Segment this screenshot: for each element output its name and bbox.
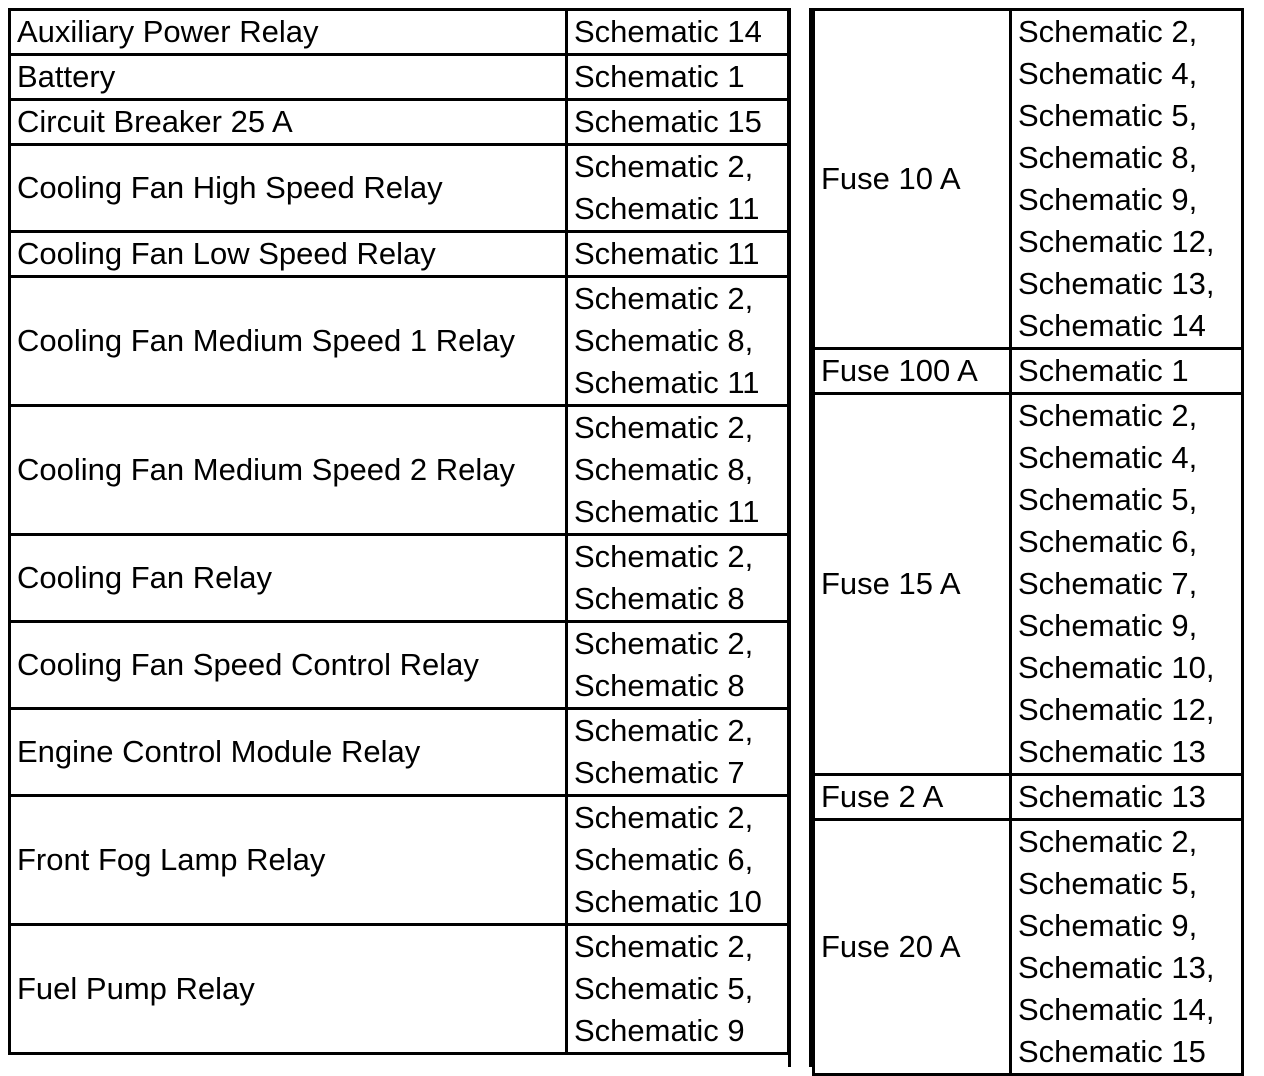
schematic-reference: Schematic 11: [574, 236, 760, 271]
schematic-reference: Schematic 8,: [1018, 140, 1198, 175]
component-name-cell: Fuse 2 A: [814, 775, 1011, 820]
schematic-reference: Schematic 8,: [574, 452, 754, 487]
schematic-reference: Schematic 11: [574, 365, 760, 400]
schematic-reference: Schematic 4,: [1018, 440, 1198, 475]
schematic-list-cell: [1011, 10, 1243, 349]
schematic-reference: Schematic 12,: [1018, 692, 1215, 727]
schematic-reference: Schematic 1: [574, 59, 745, 94]
schematic-list-cell: [567, 145, 789, 232]
schematic-reference: Schematic 5,: [1018, 98, 1198, 133]
table-row: [10, 277, 789, 406]
schematic-reference: Schematic 2,: [574, 626, 754, 661]
component-name-cell: Cooling Fan Medium Speed 2 Relay: [10, 406, 567, 535]
table-row: [814, 775, 1243, 820]
fuse-table-body: [814, 10, 1243, 1075]
component-name-cell: Fuel Pump Relay: [10, 925, 567, 1054]
schematic-reference: Schematic 8,: [574, 323, 754, 358]
table-row: [10, 406, 789, 535]
schematic-list-cell: [567, 10, 789, 55]
schematic-reference: Schematic 9,: [1018, 608, 1198, 643]
relay-schematic-table: [8, 8, 790, 1055]
table-row: [10, 925, 789, 1054]
schematic-list-cell: [567, 406, 789, 535]
table-row: [10, 55, 789, 100]
table-row: [10, 796, 789, 925]
schematic-reference: Schematic 15: [1018, 1034, 1206, 1069]
table-row: [10, 622, 789, 709]
schematic-reference: Schematic 12,: [1018, 224, 1215, 259]
schematic-reference: Schematic 9: [574, 1013, 745, 1048]
table-row: [10, 232, 789, 277]
schematic-list-cell: [567, 796, 789, 925]
schematic-reference: Schematic 2,: [1018, 14, 1198, 49]
schematic-reference: Schematic 6,: [1018, 524, 1198, 559]
component-name-cell: Auxiliary Power Relay: [10, 10, 567, 55]
schematic-reference: Schematic 2,: [574, 929, 754, 964]
schematic-reference: Schematic 8: [574, 581, 745, 616]
schematic-reference: Schematic 5,: [574, 971, 754, 1006]
schematic-reference: Schematic 5,: [1018, 482, 1198, 517]
schematic-reference: Schematic 2,: [1018, 398, 1198, 433]
schematic-reference: Schematic 14: [1018, 308, 1206, 343]
schematic-reference: Schematic 13,: [1018, 266, 1215, 301]
fuse-schematic-table: [812, 8, 1244, 1076]
schematic-reference: Schematic 2,: [574, 713, 754, 748]
schematic-reference: Schematic 13,: [1018, 950, 1215, 985]
schematic-reference: Schematic 2,: [574, 410, 754, 445]
component-name-cell: Engine Control Module Relay: [10, 709, 567, 796]
schematic-list-cell: [567, 100, 789, 145]
component-name-cell: Front Fog Lamp Relay: [10, 796, 567, 925]
schematic-reference: Schematic 4,: [1018, 56, 1198, 91]
schematic-list-cell: [1011, 775, 1243, 820]
schematic-list-cell: [1011, 394, 1243, 775]
schematic-reference: Schematic 2,: [574, 539, 754, 574]
schematic-reference: Schematic 2,: [574, 281, 754, 316]
schematic-list-cell: [567, 622, 789, 709]
table-row: [10, 10, 789, 55]
schematic-reference: Schematic 11: [574, 191, 760, 226]
table-row: [814, 394, 1243, 775]
component-name-cell: Fuse 15 A: [814, 394, 1011, 775]
schematic-list-cell: [567, 55, 789, 100]
component-name-cell: Circuit Breaker 25 A: [10, 100, 567, 145]
schematic-reference: Schematic 10,: [1018, 650, 1215, 685]
schematic-reference: Schematic 13: [1018, 779, 1206, 814]
schematic-reference: Schematic 8: [574, 668, 745, 703]
schematic-reference: Schematic 14,: [1018, 992, 1215, 1027]
schematic-reference: Schematic 7: [574, 755, 745, 790]
component-name-cell: Fuse 100 A: [814, 349, 1011, 394]
schematic-list-cell: [567, 709, 789, 796]
schematic-list-cell: [1011, 820, 1243, 1075]
schematic-list-cell: [567, 535, 789, 622]
component-name-cell: Cooling Fan Relay: [10, 535, 567, 622]
table-row: [814, 820, 1243, 1075]
schematic-reference: Schematic 11: [574, 494, 760, 529]
component-name-cell: Cooling Fan Speed Control Relay: [10, 622, 567, 709]
table-row: [10, 145, 789, 232]
schematic-list-cell: [567, 925, 789, 1054]
component-name-cell: Cooling Fan Medium Speed 1 Relay: [10, 277, 567, 406]
schematic-reference: Schematic 2,: [574, 149, 754, 184]
component-name-cell: Cooling Fan High Speed Relay: [10, 145, 567, 232]
schematic-reference: Schematic 1: [1018, 353, 1189, 388]
schematic-reference: Schematic 2,: [574, 800, 754, 835]
component-name-cell: Fuse 10 A: [814, 10, 1011, 349]
component-name-cell: Fuse 20 A: [814, 820, 1011, 1075]
column-divider: [788, 8, 812, 1067]
schematic-reference: Schematic 14: [574, 14, 762, 49]
relay-table-body: [10, 10, 789, 1054]
table-row: [10, 535, 789, 622]
schematic-reference: Schematic 13: [1018, 734, 1206, 769]
table-row: [814, 349, 1243, 394]
schematic-reference: Schematic 2,: [1018, 824, 1198, 859]
schematic-reference: Schematic 7,: [1018, 566, 1198, 601]
table-row: [10, 100, 789, 145]
schematic-reference: Schematic 9,: [1018, 908, 1198, 943]
schematic-list-cell: [1011, 349, 1243, 394]
schematic-reference: Schematic 15: [574, 104, 762, 139]
schematic-reference: Schematic 6,: [574, 842, 754, 877]
schematic-list-cell: [567, 232, 789, 277]
schematic-list-cell: [567, 277, 789, 406]
table-row: [10, 709, 789, 796]
schematic-reference: Schematic 10: [574, 884, 762, 919]
component-name-cell: Battery: [10, 55, 567, 100]
table-row: [814, 10, 1243, 349]
schematic-reference: Schematic 9,: [1018, 182, 1198, 217]
component-name-cell: Cooling Fan Low Speed Relay: [10, 232, 567, 277]
schematic-reference: Schematic 5,: [1018, 866, 1198, 901]
